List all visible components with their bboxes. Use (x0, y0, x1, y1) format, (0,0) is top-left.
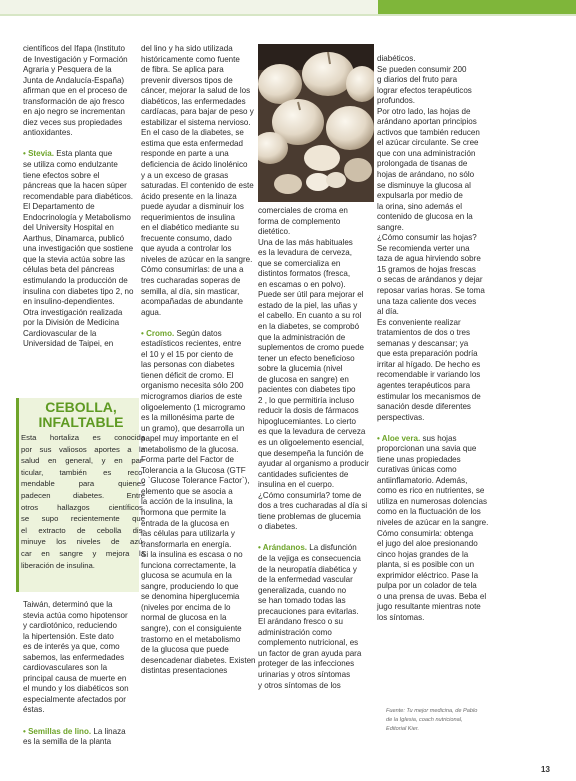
text-line: el mundo y los diabéticos son (23, 684, 129, 694)
text-line: funciona correctamente, la (141, 560, 236, 570)
text-line: y cardiotónico, reduciendo (23, 621, 117, 631)
text-line: principal causa de muerte en (23, 673, 127, 683)
stevia-paragraph-start: • Stevia. Esta planta que (23, 149, 113, 159)
text-line: especialmente afectados por (23, 694, 126, 704)
text-line: stevia actúa como hipotensor (23, 610, 128, 620)
text-line: páncreas que la hacen súper (23, 181, 127, 191)
text-line: cardíacas, para bajar de peso y (141, 107, 254, 117)
text-line: distintas presentaciones (141, 666, 228, 676)
cromo-paragraph-start: • Cromo. Según datos (141, 328, 222, 338)
top-accent-bar (378, 0, 576, 14)
text-line: glucosa se acumula en la (141, 571, 232, 581)
text-line: Puede ser útil para mejorar el (258, 290, 364, 300)
text-line: precauciones para evitarlas. (258, 606, 359, 616)
text-line: ¿Cómo consumir las hojas? (377, 233, 477, 243)
text-line: ácido presente en la linaza (141, 191, 237, 201)
text-line: transformarla en energía. (141, 539, 232, 549)
text-line: trastorno en el metabolismo (141, 634, 241, 644)
text-line: Por otro lado, las hojas de (377, 106, 471, 116)
text-line: tiene efectos sobre el (23, 170, 100, 180)
aloe-heading: Aloe vera. (381, 433, 421, 443)
text-line: es la millonésima parte de (141, 413, 235, 423)
text-line: se supo recientemente que (21, 514, 145, 524)
text-line: normal de glucosa en la (141, 613, 227, 623)
text-line: Forma parte del Factor de (141, 455, 235, 465)
text-line: tienen déficit de cromo. El (141, 370, 234, 380)
text-line: acompañadas de abundante (141, 297, 244, 307)
column-1-continued (23, 600, 129, 748)
text-line: urinarias y otros síntomas (258, 670, 351, 680)
text-line: las personas con diabetes (141, 360, 235, 370)
cromo-continued (258, 206, 369, 533)
text-line: papel muy importante en el (141, 434, 239, 444)
text-line: el extracto de cebolla dis- (21, 525, 145, 535)
text-line: cinco hojas grandes de la (377, 549, 469, 559)
text-line: semilla, al día, sin masticar, (141, 286, 240, 296)
text-line: organismo necesita sólo 200 (141, 381, 244, 391)
text-line: en el diabético mediante su (141, 223, 239, 233)
text-line: lograr efectos terapéuticos (377, 85, 472, 95)
text-line: al día. (377, 307, 399, 317)
text-line: una investigación que sostiene (23, 244, 134, 254)
text-line: Cardiovascular de la (23, 328, 97, 338)
text-line: hormona que permite la (141, 508, 226, 518)
text-line: responde en parte a una (141, 149, 229, 159)
cebolla-callout-body (21, 432, 145, 571)
cromo-heading: Cromo. (146, 328, 175, 338)
text-line: recomendable ir variando los (377, 370, 481, 380)
text-line: la hipertensión. Este dato (23, 631, 114, 641)
text-line: y a un exceso de grasas (141, 170, 229, 180)
text-line: oligoelemento (1 microgramo (141, 402, 246, 412)
text-line: en insulino-dependientes. (23, 297, 115, 307)
text-line: Taiwán, determinó que la (23, 600, 113, 609)
text-line: activos que también reducen (377, 127, 480, 137)
cebolla-callout-title: CEBOLLA, INFALTABLE (38, 399, 124, 430)
text-line: entrada de la glucosa en (141, 518, 230, 528)
text-line: se denomina hiperglucemia (141, 592, 240, 602)
arandanos-heading: Arándanos. (262, 543, 308, 553)
text-line: metabolismo de la glucosa. (141, 444, 239, 454)
text-line: se han tomado todas las (258, 596, 346, 606)
text-line: se disminuye la glucosa al (377, 180, 471, 190)
text-line: Tolerancia a la Glucosa (GTF (141, 465, 246, 475)
garlic-photo (258, 44, 374, 202)
text-line: diabéticos, las enfermedades (141, 96, 246, 106)
text-line: utiliza en numerosas dolencias (377, 496, 488, 506)
text-line: proteger de las infecciones (258, 659, 355, 669)
text-line: exprimidor eléctrico. Pase la (377, 570, 479, 580)
text-line: que la stevia actúa sobre las (23, 254, 125, 264)
text-line: prevenir diversos tipos de (141, 75, 233, 85)
text-line: que con una administración (377, 148, 476, 158)
text-line: agua. (141, 307, 162, 317)
column-4 (377, 54, 488, 623)
text-line: Endocrinología y Metabolismo (23, 212, 131, 222)
text-line: o `Glucose Tolerance Factor`), (141, 476, 250, 486)
text-line: las células para utilizarla y (141, 529, 235, 539)
text-line: distintos formatos (fresca, (258, 269, 351, 279)
text-line: deficiencia de ácido linolénico (141, 160, 248, 170)
text-line: Otra investigación realizada (23, 307, 123, 317)
text-line: que se comercializa en (258, 258, 341, 268)
text-line: microgramos diarios de este (141, 392, 243, 401)
text-line: antiinflamatorio. Además, (377, 475, 468, 485)
text-line: sanación desde diferentes (377, 402, 471, 412)
text-line: expulsarla por medio de (377, 191, 463, 201)
stevia-heading: Stevia. (28, 149, 55, 159)
source-credit: Fuente: Tu mejor medicina, de Pablo de la Iglesia, coach nutricional, Editorial Kier. (386, 708, 478, 732)
text-line: que ayuda a controlar los (141, 244, 232, 254)
text-line: contenido de glucosa en la (377, 212, 473, 222)
text-line: 2 , lo que permitiría incluso (258, 395, 355, 405)
text-line: suplementos de cromo puede (258, 343, 365, 353)
text-line: Se pueden consumir 200 (377, 64, 467, 74)
text-line: sobre la glucemia (nivel (258, 364, 343, 374)
text-line: o una prensa de uvas. Beba el (377, 591, 487, 601)
text-line: administración como (258, 627, 332, 637)
text-line: estimular los mecanismos de (377, 391, 481, 401)
text-line: Es conveniente realizar (377, 317, 461, 327)
text-line: de la neuropatía diabética y (258, 564, 357, 574)
text-line: semanas y descansar; ya (377, 338, 469, 348)
text-line: tres cucharadas soperas de (141, 276, 241, 286)
text-line: Se recomienda verter una (377, 243, 470, 253)
text-line: prolongada de tisanas de (377, 159, 468, 169)
text-line: cardiovasculares son la (23, 663, 108, 673)
text-line: desencadenar diabetes. Existen (141, 655, 256, 665)
text-line: de la vejiga es consecuencia (258, 554, 361, 563)
text-line: del University Hospital en (23, 223, 114, 233)
text-line: puede ayudar a disminuir los (141, 202, 244, 212)
text-line: que desempeña la función de (258, 448, 364, 458)
text-line: el cabello. En cuanto a su rol (258, 311, 362, 321)
text-line: antioxidantes. (23, 128, 73, 138)
text-line: profundos. (377, 96, 416, 106)
text-line: es la semilla de la planta (23, 737, 112, 747)
lino-body (23, 737, 129, 748)
text-line: el jugo del aloe presionando (377, 539, 478, 549)
text-line: estabilizar el sistema nervioso. (141, 117, 251, 127)
lino-paragraph-start: • Semillas de lino. La linaza (23, 726, 126, 736)
text-line: en ajo negro se incrementan (23, 107, 125, 117)
text-line: tiene unas propiedades (377, 454, 461, 464)
text-line: mendable para quienes (21, 479, 145, 489)
text-line: reducir la dosis de fármacos (258, 406, 359, 416)
text-line: El Departamento de (23, 202, 95, 212)
garlic-bulbs-image (258, 44, 374, 202)
text-line: (niveles por encima de lo (141, 602, 231, 612)
text-line: reposar varias horas. Se toma (377, 286, 485, 296)
text-line: arándano aportan principios (377, 117, 477, 127)
text-line: comerciales de croma en (258, 206, 348, 215)
text-line: estima que esta enfermedad (141, 138, 243, 148)
text-line: un factor de gran ayuda para (258, 648, 362, 658)
text-line: g diarios del fruto para (377, 75, 458, 85)
text-line: Esta hortaliza es conocida (21, 433, 145, 442)
text-line: hipoglucemiantes. Lo cierto (258, 416, 356, 426)
text-line: como en la fluctuación de los (377, 507, 481, 517)
text-line: sangre, produciendo lo que (141, 581, 239, 591)
text-line: de glucosa en sangre) en (258, 374, 349, 384)
text-line: sabemos, las enfermedades (23, 652, 125, 662)
text-line: por sus valiosos aportes a la (21, 444, 145, 454)
text-line: requerimientos de insulina (141, 212, 235, 222)
text-line: un gramo), que desarrolla un (141, 423, 245, 433)
text-line: el azúcar circulante. Se cree (377, 138, 479, 148)
text-line: en la diabetes, se comprobó (258, 322, 360, 332)
text-line: de fibra. Se aplica para (141, 65, 224, 75)
text-line: del lino y ha sido utilizada (141, 44, 233, 53)
text-line: pulpa por un colador de tela (377, 581, 477, 591)
text-line: pacientes con diabetes tipo (258, 385, 356, 395)
text-line: recomendable para diabéticos. (23, 191, 134, 201)
text-line: o secas de arándanos y dejar (377, 275, 483, 285)
col1-intro (23, 44, 134, 139)
text-line: tener un efecto beneficioso (258, 353, 355, 363)
text-line: forma de complemento (258, 216, 341, 226)
text-line: agentes terapéuticos para (377, 380, 471, 390)
text-line: insulina con diabetes tipo 2, no (23, 286, 134, 296)
text-line: perspectivas. (377, 412, 425, 422)
text-line: la acción de la insulina, la (141, 497, 233, 507)
column-2 (141, 44, 256, 677)
cromo-body (141, 339, 256, 677)
text-line: Si la insulina es escasa o no (141, 550, 243, 560)
text-line: se utiliza como endulzante (23, 159, 118, 169)
text-line: históricamente como fuente (141, 54, 240, 64)
lino-continued (141, 44, 256, 318)
text-line: ayudar al organismo a producir (258, 459, 369, 469)
text-line: Cómo consumirlas: de una a (141, 265, 244, 275)
text-line: ¿Cómo consumirla? tome de (258, 490, 362, 500)
text-line: una taza caliente dos veces (377, 296, 477, 306)
text-line: como es rico en nutrientes, se (377, 486, 485, 496)
arandanos-continued (377, 54, 488, 423)
text-line: dos a tres cucharadas al día si (258, 501, 368, 511)
text-line: frecuente consumo, dado (141, 233, 232, 243)
text-line: afirman que en el proceso de (23, 86, 128, 96)
text-line: es la levadura de cerveza, (258, 248, 352, 258)
text-line: estadísticos recientes, entre (141, 339, 242, 349)
text-line: padecen diabetes. Entre (21, 490, 145, 500)
text-line: es un oligoelemento esencial, (258, 438, 365, 448)
text-line: Una de las más habituales (258, 237, 353, 247)
lino-heading: Semillas de lino. (28, 726, 92, 736)
page-number: 13 (541, 765, 550, 774)
text-line: Cómo consumirla: obtenga (377, 528, 474, 538)
text-line: elemento que se asocia a (141, 486, 233, 496)
text-line: Universidad de Taipei, en (23, 339, 114, 349)
text-line: proporcionan una savia que (377, 444, 477, 454)
stevia-body (23, 160, 134, 350)
text-line: tratamientos de dos o tres (377, 328, 471, 338)
text-line: jugo resultante mientras note (377, 602, 481, 612)
text-line: irritar al hígado. De hecho es (377, 359, 481, 369)
text-line: por la División de Medicina (23, 318, 120, 328)
text-line: Aarthus, Dinamarca, publicó (23, 233, 125, 243)
text-line: tiene problemas de glucemia (258, 511, 361, 521)
text-line: car en sangre y mejora la (21, 548, 145, 558)
text-line: curativas únicas como (377, 465, 457, 475)
aloe-paragraph-start: • Aloe vera. sus hojas (377, 433, 457, 443)
text-line: dietético. (258, 227, 291, 237)
text-line: niveles de azúcar en la sangre. (377, 518, 489, 528)
arandanos-body (258, 554, 369, 691)
text-line: En el caso de la diabetes, se (141, 128, 244, 138)
text-line: el 10 y el 15 por ciento de (141, 349, 234, 359)
text-line: de la glucosa que puede (141, 645, 229, 655)
arandanos-paragraph-start: • Arándanos. La disfunción (258, 543, 357, 553)
text-line: células beta del páncreas (23, 265, 115, 275)
text-line: insulina en el cuerpo. (258, 480, 335, 490)
text-line: estimulando la producción de (23, 275, 128, 285)
text-line: diez veces sus propiedades (23, 117, 123, 127)
text-line: científicos del Ifapa (Instituto (23, 44, 125, 53)
text-line: 15 gramos de hojas frescas (377, 264, 476, 274)
text-line: es que la levadura de cerveza (258, 427, 366, 437)
text-line: minuye los niveles de azú- (21, 537, 145, 547)
text-line: niveles de azúcar en la sangre. (141, 254, 253, 264)
aloe-body (377, 444, 488, 623)
text-line: o diabetes. (258, 522, 298, 532)
text-line: cáncer, mejorar la salud de los (141, 86, 251, 96)
text-line: éstas. (23, 705, 45, 715)
top-stripe (0, 14, 576, 16)
stevia-continued (23, 600, 129, 716)
text-line: que esta preparación podría (377, 349, 478, 359)
text-line: que la administración de (258, 332, 346, 342)
text-line: planta, si es posible con un (377, 560, 475, 570)
text-line: generalizada, cuando no (258, 585, 347, 595)
text-line: de la enfermedad vascular (258, 575, 353, 585)
text-line: salud en general, y en par- (21, 456, 145, 466)
text-line: otros hallazgos científicos, (21, 502, 145, 512)
text-line: saturadas. El contenido de este (141, 181, 254, 191)
text-line: los síntomas. (377, 612, 425, 622)
text-line: hojas de arándano, no sólo (377, 170, 475, 180)
text-line: Agraria y Pesquera de la (23, 65, 112, 75)
text-line: y otros síntomas de los (258, 680, 341, 690)
text-line: Junta de Andalucía-España) (23, 75, 125, 85)
text-line: El arándano fresco o su (258, 617, 343, 627)
text-line: sangre), con el consiguiente (141, 624, 242, 634)
text-line: la orina, sino además el (377, 201, 462, 211)
text-line: diabéticos. (377, 54, 416, 63)
text-line: ticular, también es reco- (21, 467, 145, 477)
text-line: transformación de ajo fresco (23, 96, 125, 106)
text-line: complemento nutricional, es (258, 638, 359, 648)
text-line: en escamas o en polvo). (258, 279, 346, 289)
text-line: estado de la piel, las uñas y (258, 300, 358, 310)
text-line: liberación de insulina. (21, 560, 95, 570)
text-line: cantidades suficientes de (258, 469, 349, 479)
column-1 (23, 44, 134, 350)
text-line: taza de agua hirviendo sobre (377, 254, 481, 264)
text-line: de Investigación y Formación (23, 54, 128, 64)
text-line: es de interés ya que, como (23, 642, 120, 652)
column-3 (258, 206, 369, 691)
text-line: sangre. (377, 222, 404, 232)
